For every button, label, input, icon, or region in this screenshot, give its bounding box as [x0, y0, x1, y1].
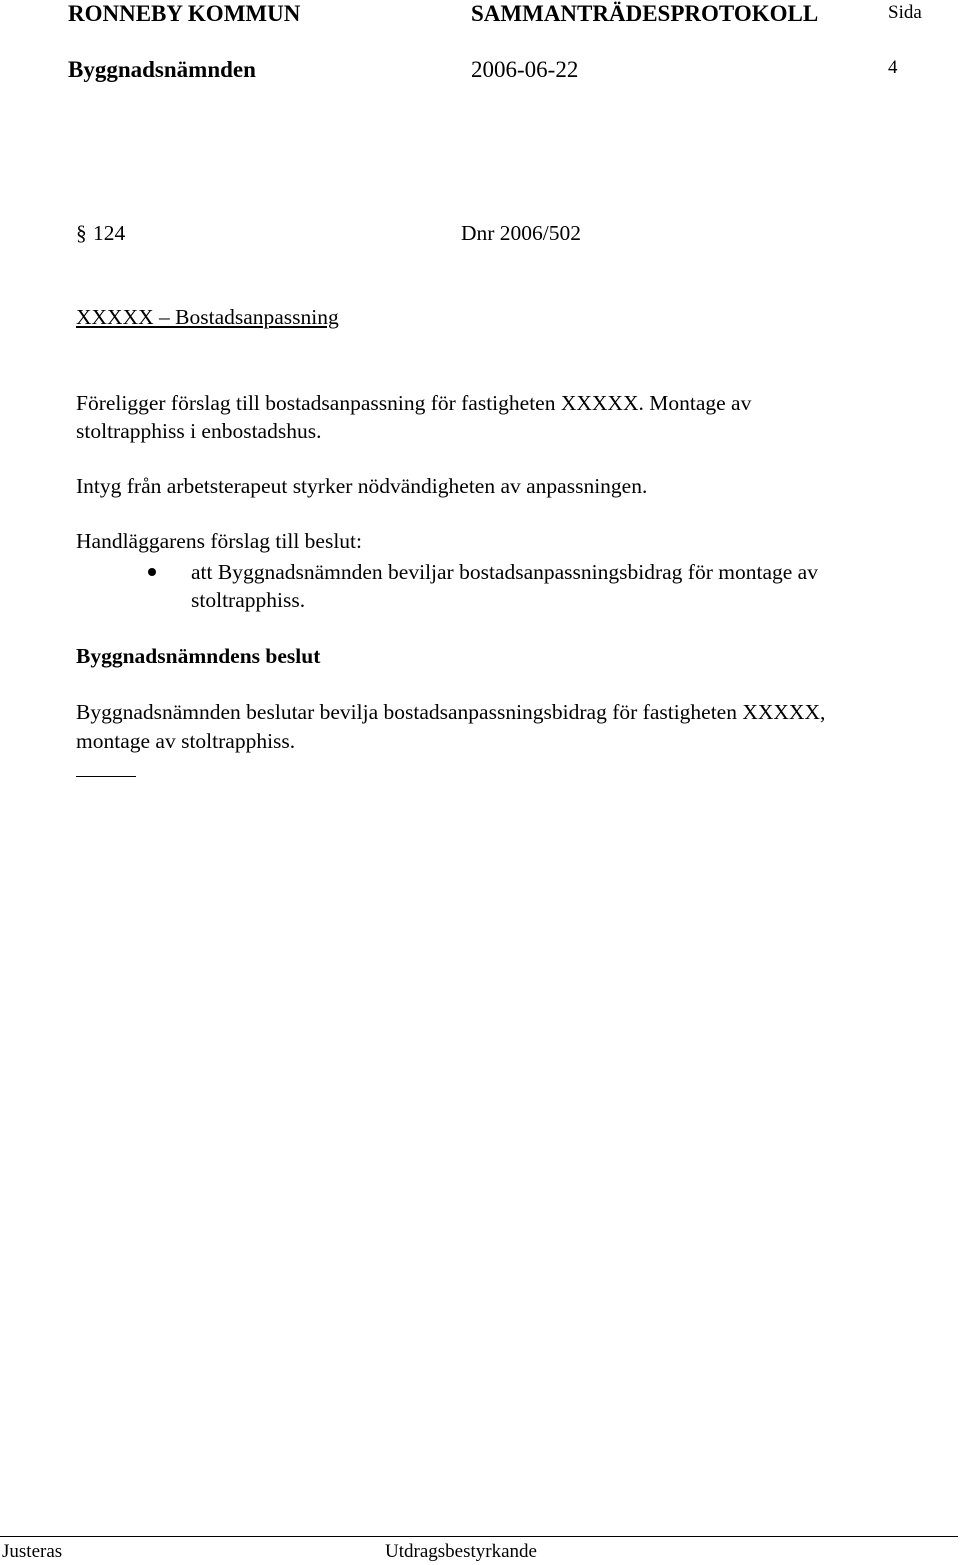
extract-label: Utdragsbestyrkande	[385, 1541, 537, 1562]
case-number: Dnr 2006/502	[461, 221, 582, 245]
decision-heading: Byggnadsnämndens beslut	[76, 644, 321, 668]
justeras-label: Justeras	[2, 1541, 63, 1562]
proposal-bullet-line-2: stoltrapphiss.	[191, 588, 306, 612]
section-symbol: §	[76, 221, 87, 245]
proposal-heading: Handläggarens förslag till beslut:	[76, 529, 362, 553]
paragraph-1-line-1: Föreligger förslag till bostadsanpassning för fastigheten XXXXX. Montage av	[76, 391, 752, 415]
end-rule	[76, 776, 136, 777]
page-label: Sida	[888, 2, 922, 23]
municipality-name: RONNEBY KOMMUN	[68, 1, 301, 26]
committee-name: Byggnadsnämnden	[68, 57, 256, 82]
page-number: 4	[888, 57, 898, 78]
meeting-date: 2006-06-22	[471, 57, 579, 82]
proposal-bullet-line-1: att Byggnadsnämnden beviljar bostadsanpassningsbidrag för montage av	[191, 560, 818, 584]
decision-line-1: Byggnadsnämnden beslutar bevilja bostadsanpassningsbidrag för fastigheten XXXXX,	[76, 700, 826, 724]
decision-line-2: montage av stoltrapphiss.	[76, 729, 296, 753]
footer-divider	[0, 1536, 958, 1537]
bullet-icon	[148, 568, 156, 576]
paragraph-number: 124	[93, 221, 126, 245]
item-title: XXXXX – Bostadsanpassning	[76, 305, 339, 329]
document-type: SAMMANTRÄDESPROTOKOLL	[471, 1, 819, 26]
paragraph-2: Intyg från arbetsterapeut styrker nödvändigheten av anpassningen.	[76, 474, 648, 498]
paragraph-1-line-2: stoltrapphiss i enbostadshus.	[76, 419, 322, 443]
